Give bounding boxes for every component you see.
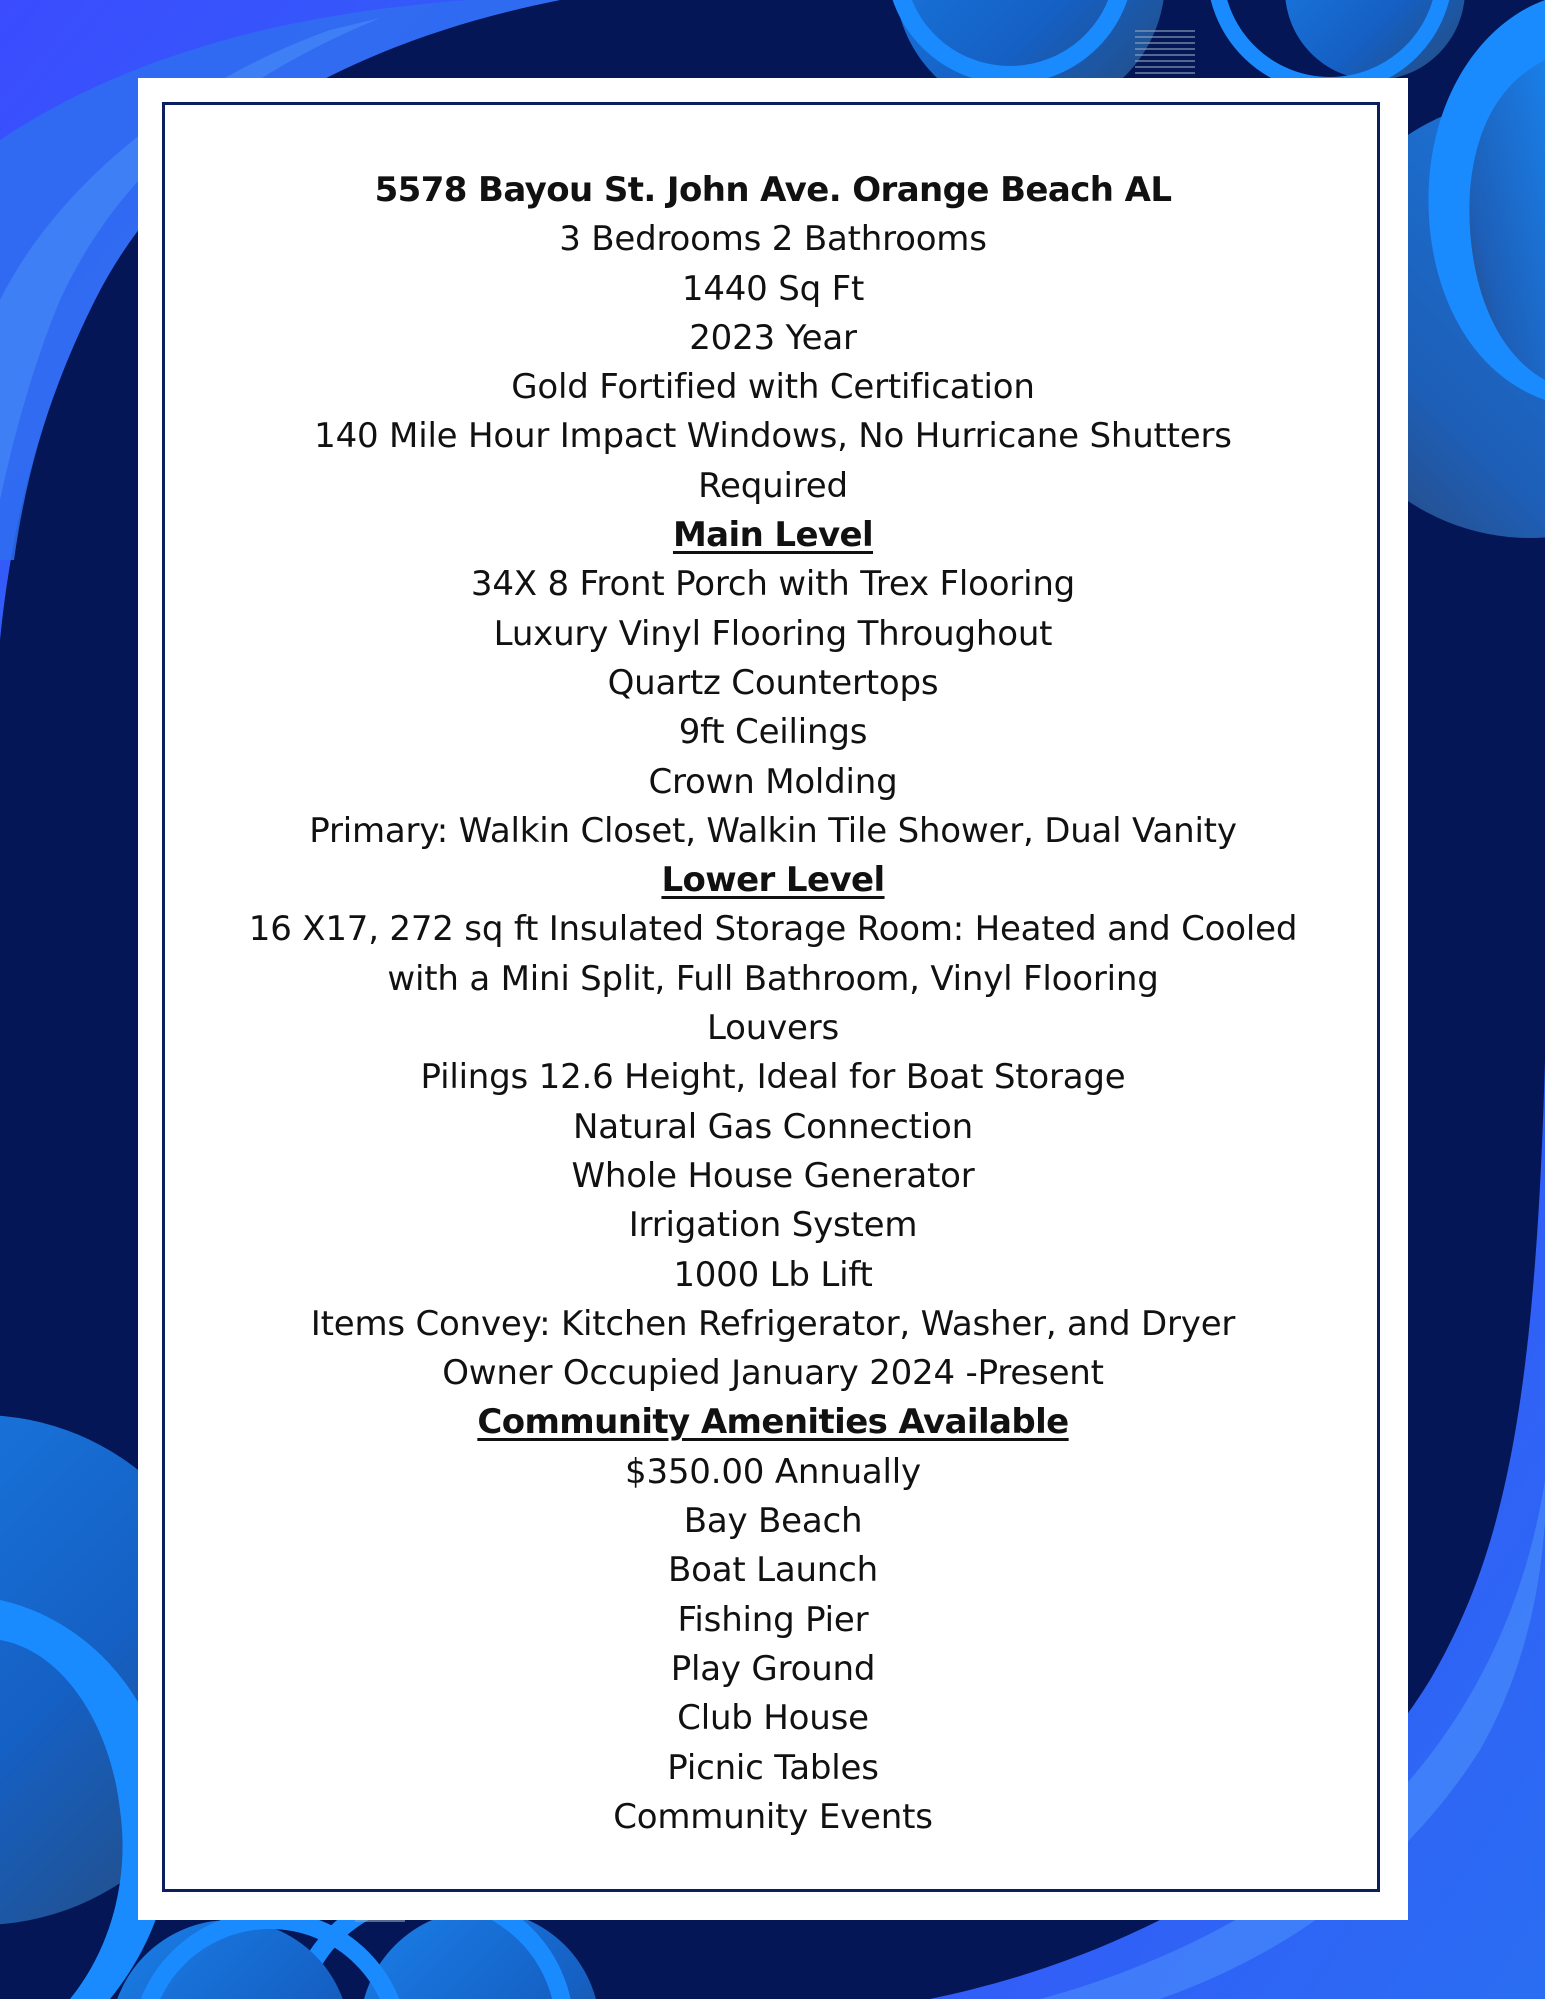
lower-level-item: Louvers <box>706 1008 840 1049</box>
community-amenities-heading: Community Amenities Available <box>477 1402 1069 1443</box>
lower-level-item: with a Mini Split, Full Bathroom, Vinyl Flooring <box>387 958 1159 999</box>
community-item: Boat Launch <box>667 1550 879 1591</box>
lower-level-item: Owner Occupied January 2024 -Present <box>442 1353 1104 1394</box>
lower-level-item: Irrigation System <box>628 1205 918 1246</box>
community-item: Community Events <box>613 1796 933 1837</box>
community-item: Picnic Tables <box>667 1747 879 1788</box>
main-level-item: Quartz Countertops <box>607 662 939 703</box>
community-item: Fishing Pier <box>677 1599 869 1640</box>
community-item: Bay Beach <box>683 1501 863 1542</box>
listing-title: 5578 Bayou St. John Ave. Orange Beach AL <box>374 170 1172 210</box>
lower-level-item: 1000 Lb Lift <box>673 1254 873 1295</box>
community-item: Club House <box>677 1698 869 1739</box>
lower-level-item: Items Convey: Kitchen Refrigerator, Washer, and Dryer <box>310 1303 1236 1344</box>
windows-feature-continued: Required <box>698 465 848 506</box>
lower-level-item: 16 X17, 272 sq ft Insulated Storage Room: Heated and Cooled <box>248 909 1298 950</box>
main-level-heading: Main Level <box>672 515 874 556</box>
community-item: $350.00 Annually <box>625 1451 921 1492</box>
lower-level-heading: Lower Level <box>661 860 885 901</box>
beds-baths: 3 Bedrooms 2 Bathrooms <box>559 219 987 260</box>
main-level-item: 9ft Ceilings <box>678 712 868 753</box>
listing-content <box>138 166 1408 1842</box>
year-built: 2023 Year <box>689 317 857 358</box>
main-level-item: Crown Molding <box>648 761 898 802</box>
lower-level-item: Whole House Generator <box>571 1155 975 1196</box>
main-level-item: Luxury Vinyl Flooring Throughout <box>493 613 1053 654</box>
square-feet: 1440 Sq Ft <box>681 268 865 309</box>
lower-level-item: Natural Gas Connection <box>573 1106 973 1147</box>
community-item: Play Ground <box>670 1648 876 1689</box>
windows-feature: 140 Mile Hour Impact Windows, No Hurricane Shutters <box>314 416 1232 457</box>
main-level-item: Primary: Walkin Closet, Walkin Tile Shower, Dual Vanity <box>309 810 1237 851</box>
main-level-item: 34X 8 Front Porch with Trex Flooring <box>470 564 1076 605</box>
listing-card <box>138 78 1408 1920</box>
fortified-certification: Gold Fortified with Certification <box>511 367 1035 408</box>
lower-level-item: Pilings 12.6 Height, Ideal for Boat Storage <box>420 1057 1126 1098</box>
